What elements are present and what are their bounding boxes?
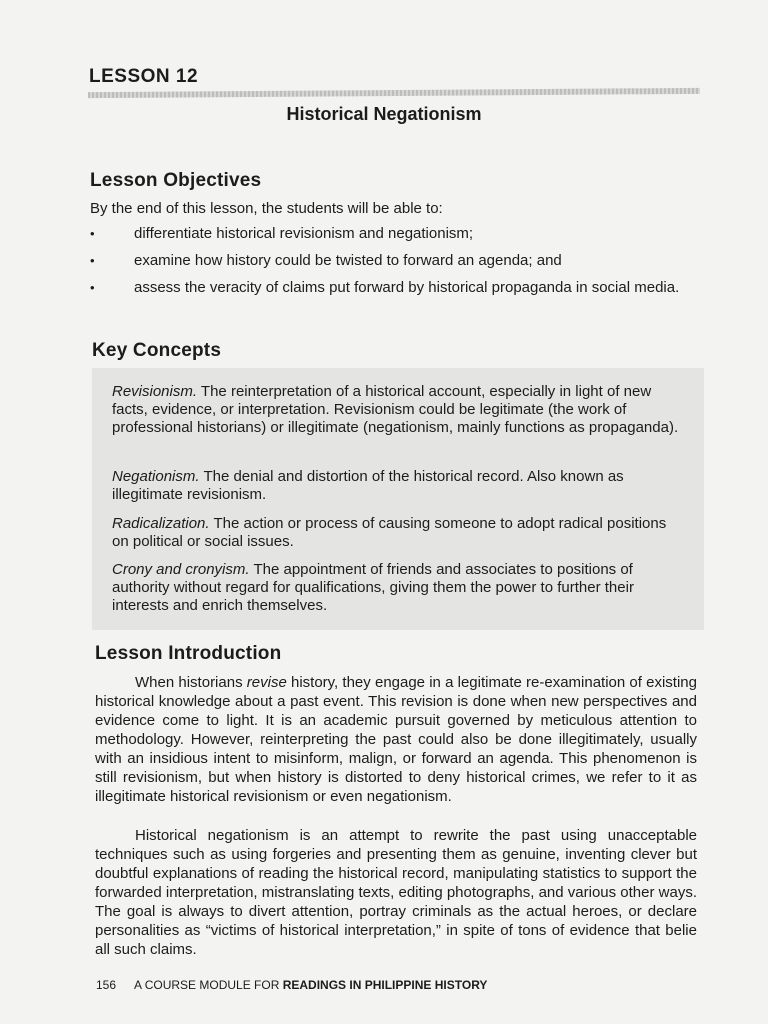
page-footer: [96, 978, 487, 992]
intro-emphasis: revise: [246, 674, 287, 691]
introduction-paragraph-2: Historical negationism is an attempt to rewrite the past using unacceptable techniques such as using forgeries and presenting them as genuine, inventing clever but doubtful explanations of reading the historical record, manipulating statistics to support the forwarded interpretation, mistranslating texts, editing photographs, and various other ways. The goal is always to divert attention, portray criminals as the actual heroes, or declare personalities as “victims of historical interpretation,” in spite of tons of evidence that belie all such claims.: [95, 827, 697, 958]
concept-radicalization: [112, 515, 687, 551]
lesson-number: LESSON 12: [89, 66, 199, 87]
objective-item: • differentiate historical revisionism and negationism;: [90, 224, 690, 243]
concept-definition: The denial and distortion of the historical record. Also known as illegitimate revisionism.: [112, 468, 624, 503]
footer-prefix: A COURSE MODULE FOR: [134, 978, 283, 992]
concept-cronyism: [112, 561, 687, 615]
objective-item: • assess the veracity of claims put forward by historical propaganda in social media.: [90, 278, 690, 297]
intro-text: history, they engage in a legitimate re-examination of existing historical knowledge about a past event. This revision is done when new perspectives and evidence come to light. It is an academic pursuit governed by meticulous attention to methodology. However, reinterpreting the past could also be done illegitimately, usually with an insidious intent to misinform, malign, or forward an agenda. This phenomenon is still revisionism, but when history is distorted to deny historical crimes, we refer to it as illegitimate historical revisionism or even negationism.: [95, 674, 697, 805]
key-concepts-heading: Key Concepts: [92, 340, 222, 361]
concept-definition: The reinterpretation of a historical account, especially in light of new facts, evidence, or interpretation. Revisionism could be legitimate (the work of professional historians) or illegitimate (negationism, mainly functions as propaganda).: [112, 383, 679, 436]
introduction-heading: Lesson Introduction: [95, 643, 282, 664]
concept-revisionism: [112, 383, 687, 437]
header-rule: [88, 88, 700, 98]
concept-term: Negationism.: [112, 468, 200, 485]
concept-negationism: [112, 468, 687, 504]
page-title: Historical Negationism: [286, 104, 482, 124]
objectives-list: [90, 224, 690, 305]
objectives-intro: By the end of this lesson, the students will be able to:: [90, 200, 443, 217]
concept-term: Radicalization.: [112, 515, 210, 532]
objective-item: • examine how history could be twisted to forward an agenda; and: [90, 251, 690, 270]
footer-course-title: READINGS IN PHILIPPINE HISTORY: [282, 978, 488, 992]
concept-definition: The appointment of friends and associates to positions of authority without regard for qualifications, giving them the power to further their interests and enrich themselves.: [112, 561, 634, 614]
concept-term: Revisionism.: [112, 383, 198, 400]
concept-term: Crony and cronyism.: [112, 561, 250, 578]
introduction-paragraph-1: [95, 673, 697, 806]
concept-definition: The action or process of causing someone to adopt radical positions on political or social issues.: [112, 515, 667, 550]
page-number: 156: [96, 978, 117, 992]
objectives-heading: Lesson Objectives: [90, 170, 262, 191]
intro-text: When historians: [135, 674, 247, 691]
